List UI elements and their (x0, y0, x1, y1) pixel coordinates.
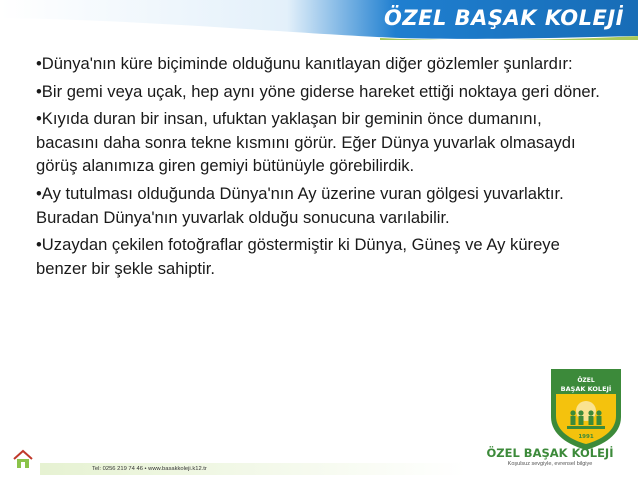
bullet-5: •Uzaydan çekilen fotoğraflar göstermiştir ki Dünya, Güneş ve Ay küreye benzer bir şekle sahiptir. (36, 235, 560, 278)
school-name: ÖZEL BAŞAK KOLEJİ (486, 446, 614, 460)
brand-title: ÖZEL BAŞAK KOLEJİ (384, 6, 624, 30)
school-emblem (545, 363, 627, 451)
emblem-year-text: 1991 (578, 434, 594, 440)
bullet-1: •Dünya'nın küre biçiminde olduğunu kanıtlayan diğer gözlemler şunlardır: (36, 54, 573, 73)
bullet-list (36, 52, 608, 284)
home-icon[interactable] (12, 448, 34, 470)
bullet-2: •Bir gemi veya uçak, hep aynı yöne giderse hareket ettiği noktaya geri döner. (36, 81, 600, 101)
header-band (0, 0, 638, 40)
bullet-4: •Ay tutulması olduğunda Dünya'nın Ay üzerine vuran gölgesi yuvarlaktır. Buradan Dünya'nın yuvarlak olduğu sonucuna varılabilir. (36, 183, 564, 227)
bullet-3: •Kıyıda duran bir insan, ufuktan yaklaşan bir geminin önce dumanını, bacasını daha sonra tekne kısmını görür. Eğer Dünya yuvarlak olmasaydı görüş alanımıza giren gemiyi bütünüyle görebilirdik. (36, 109, 576, 176)
emblem-name-text: BAŞAK KOLEJİ (560, 385, 612, 393)
emblem-top-text: ÖZEL (577, 377, 595, 384)
footer-contact: Tel: 0256 219 74 46 • www.basakkoleji.k12.tr (92, 466, 207, 472)
school-motto: Koşulsuz sevgiyle, evrensel bilgiye (507, 461, 593, 467)
